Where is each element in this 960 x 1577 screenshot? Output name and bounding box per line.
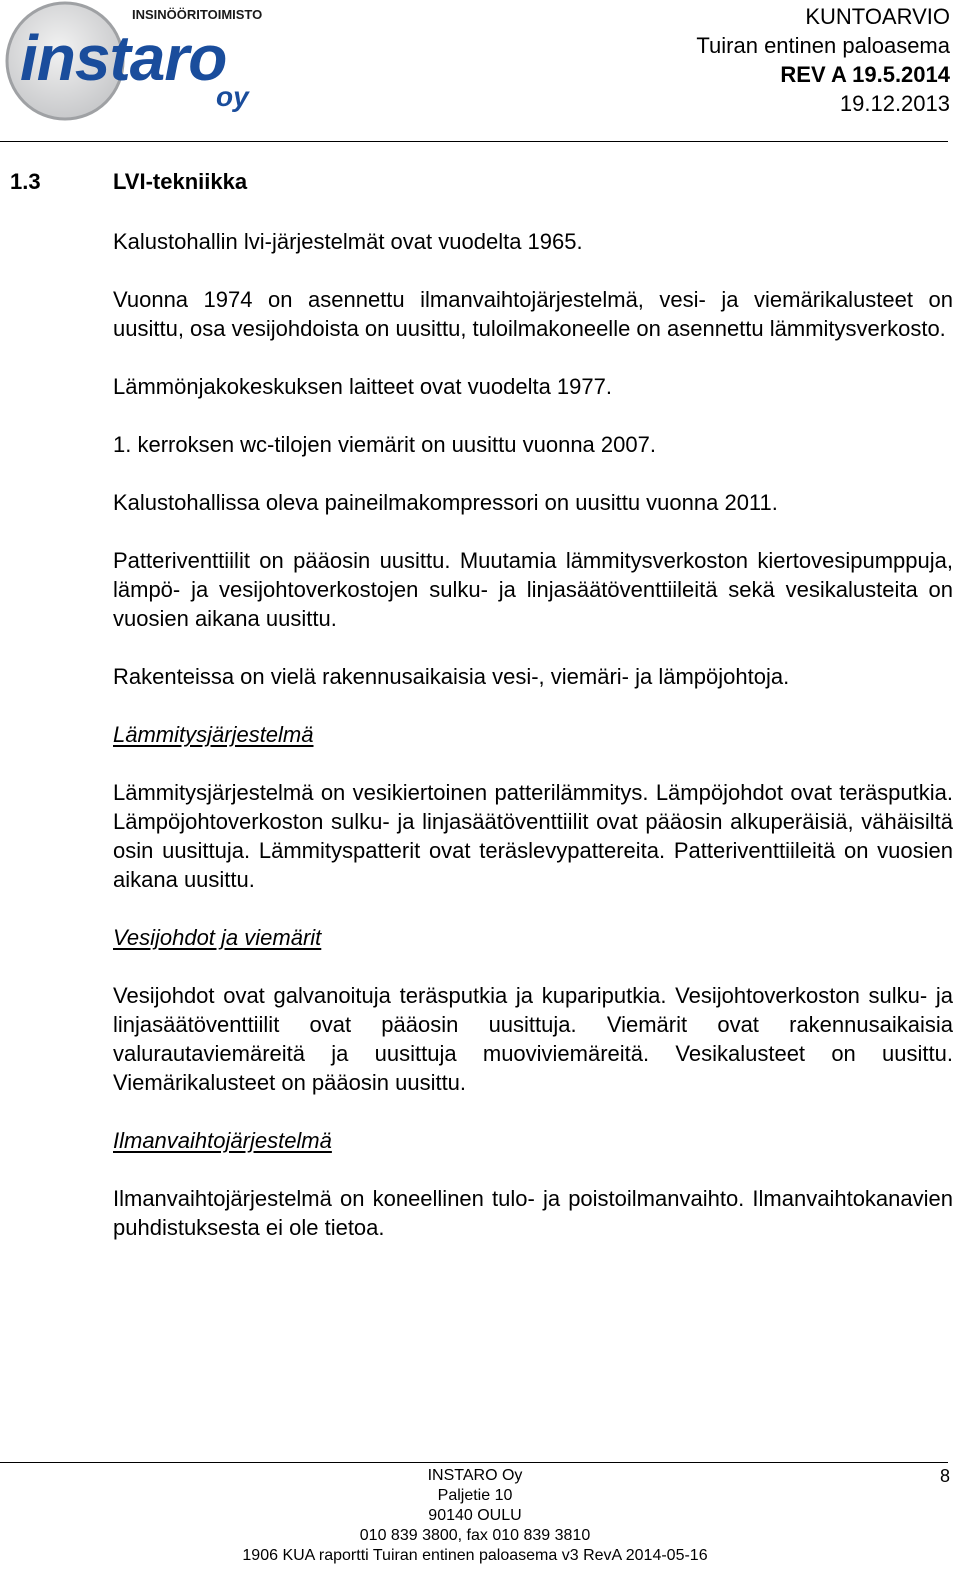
subsection-text-ventilation: Ilmanvaihtojärjestelmä on koneellinen tulo- ja poistoilmanvaihto. Ilmanvaihtokanavien puhdistuksesta ei ole tietoa. bbox=[113, 1186, 953, 1240]
subsection-text-heating: Lämmitysjärjestelmä on vesikiertoinen patterilämmitys. Lämpöjohdot ovat teräsputkia. Lämpöjohtoverkoston sulku- ja linjasäätöventtiilit ovat pääosin alkuperäisiä, vähäisiltä osin uusittuja. Lämmityspatterit ovat teräslevypattereita. Patteriventtiileitä on vuosien aikana uusittu. bbox=[113, 780, 953, 892]
subsection-title-heating: Lämmitysjärjestelmä bbox=[113, 722, 314, 747]
paragraph: Kalustohallissa oleva paineilmakompressori on uusittu vuonna 2011. bbox=[113, 490, 778, 515]
revision: REV A 19.5.2014 bbox=[780, 62, 950, 87]
subsection-title-water: Vesijohdot ja viemärit bbox=[113, 925, 322, 950]
footer-file: 1906 KUA raportti Tuiran entinen paloasema v3 RevA 2014-05-16 bbox=[242, 1547, 708, 1564]
section-title: LVI-tekniikka bbox=[113, 169, 248, 194]
paragraph: Lämmönjakokeskuksen laitteet ovat vuodelta 1977. bbox=[113, 374, 612, 399]
company-logo bbox=[2, 0, 264, 126]
footer-street: Paljetie 10 bbox=[437, 1487, 513, 1504]
paragraph: Kalustohallin lvi-järjestelmät ovat vuodelta 1965. bbox=[113, 229, 583, 254]
doc-type: KUNTOARVIO bbox=[805, 4, 950, 29]
document-date: 19.12.2013 bbox=[839, 91, 950, 116]
footer-divider bbox=[0, 1462, 948, 1463]
footer-phone: 010 839 3800, fax 010 839 3810 bbox=[359, 1527, 591, 1544]
logo-company-small: INSINÖÖRITOIMISTO bbox=[132, 7, 263, 22]
logo-brand: instaro bbox=[20, 22, 227, 94]
section-heading bbox=[10, 169, 247, 195]
page-footer bbox=[0, 1466, 950, 1566]
paragraph: Patteriventtiilit on pääosin uusittu. Muutamia lämmitysverkoston kiertovesipumppuja, lämpö- ja vesijohtoverkostojen sulku- ja linjasäätöventtiileitä sekä vesikalusteita on vuosien aikana uusittu. bbox=[113, 548, 953, 631]
logo-suffix: oy bbox=[216, 81, 249, 112]
subsection-title-ventilation: Ilmanvaihtojärjestelmä bbox=[113, 1128, 332, 1153]
footer-postal: 90140 OULU bbox=[428, 1507, 522, 1524]
paragraph: Vuonna 1974 on asennettu ilmanvaihtojärjestelmä, vesi- ja viemärikalusteet on uusittu, osa vesijohdoista on uusittu, tuloilmakoneelle on asennettu lämmitysverkosto. bbox=[113, 287, 953, 341]
paragraph: 1. kerroksen wc-tilojen viemärit on uusittu vuonna 2007. bbox=[113, 432, 656, 457]
document-header bbox=[696, 2, 950, 118]
footer-company: INSTARO Oy bbox=[427, 1467, 523, 1484]
page-number: 8 bbox=[939, 1466, 950, 1486]
header-divider bbox=[0, 141, 948, 142]
section-number: 1.3 bbox=[10, 169, 41, 194]
body-content bbox=[113, 227, 953, 1271]
building-name: Tuiran entinen paloasema bbox=[696, 33, 950, 58]
paragraph: Rakenteissa on vielä rakennusaikaisia vesi-, viemäri- ja lämpöjohtoja. bbox=[113, 664, 790, 689]
subsection-text-water: Vesijohdot ovat galvanoituja teräsputkia ja kupariputkia. Vesijohtoverkoston sulku- ja linjasäätöventtiilit ovat pääosin uusittuja. Viemärit ovat rakennusaikaisia valurautaviemäreitä ja uusittuja muoviviemäreitä. Vesikalusteet on uusittu. Viemärikalusteet on pääosin uusittu. bbox=[113, 983, 953, 1095]
